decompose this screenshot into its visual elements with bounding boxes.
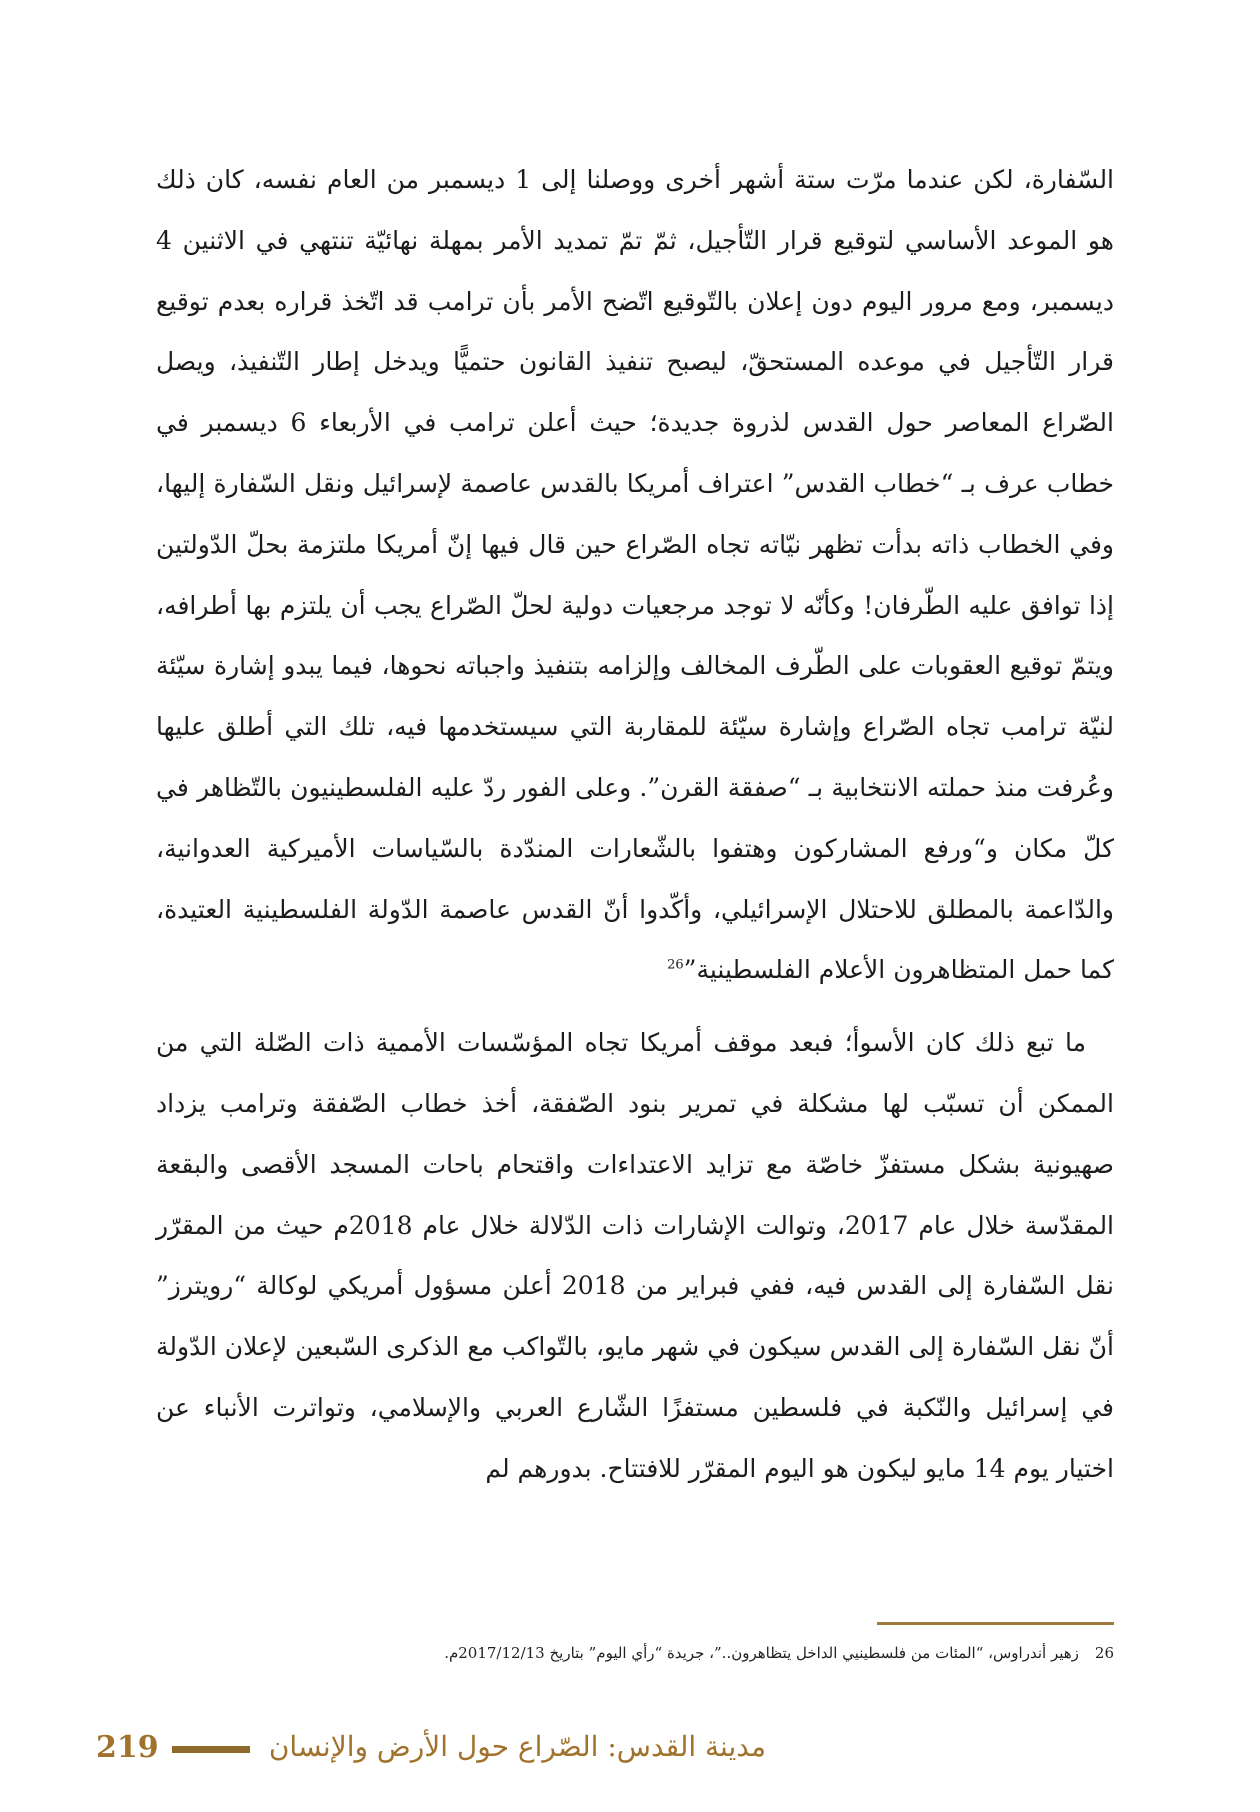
footer-decorative-bar (172, 1746, 250, 1753)
footnote-separator (877, 1622, 1114, 1625)
page-number: 219 (96, 1730, 159, 1765)
paragraph-2-text: ما تبع ذلك كان الأسوأ؛ فبعد موقف أمريكا تجاه المؤسّسات الأممية ذات الصّلة التي من الممكن أن تسبّب لها مشكلة في تمرير بنود الصّفقة، أخذ خطاب الصّفقة وترامب يزداد صهيونية بشكل مستفزّ خاصّة مع تزايد الاعتداءات واقتحام باحات المسجد الأقصى والبقعة المقدّسة خلال عام 2017، وتوالت الإشارات ذات الدّلالة خلال عام 2018م حيث من المقرّر نقل السّفارة إلى القدس فيه، ففي فبراير من 2018 أعلن مسؤول أمريكي لوكالة “رويترز” أنّ نقل السّفارة إلى القدس سيكون في شهر مايو، بالتّواكب مع الذكرى السّبعين لإعلان الدّولة في إسرائيل والنّكبة في فلسطين مستفزًا الشّارع العربي والإسلامي، وتواترت الأنباء عن اختيار يوم 14 مايو ليكون هو اليوم المقرّر للافتتاح. بدورهم لم (156, 1028, 1115, 1483)
paragraph-1 (156, 150, 1114, 1001)
body-text (156, 150, 1114, 1500)
page-footer (96, 1728, 766, 1772)
footnote-text: زهير أندراوس، “المئات من فلسطينيي الداخل يتظاهرون..”، جريدة “رأي اليوم” بتاريخ 2017/12/13م. (444, 1644, 1079, 1662)
paragraph-2 (156, 1013, 1114, 1499)
footnote-reference[interactable]: 26 (667, 958, 684, 974)
running-title: مدينة القدس: الصّراع حول الأرض والإنسان (268, 1730, 766, 1763)
footnote (156, 1640, 1114, 1666)
footnote-number: 26 (1094, 1644, 1114, 1662)
paragraph-1-text: السّفارة، لكن عندما مرّت ستة أشهر أخرى ووصلنا إلى 1 ديسمبر من العام نفسه، كان ذلك هو الموعد الأساسي لتوقيع قرار التّأجيل، ثمّ تمّ تمديد الأمر بمهلة نهائيّة تنتهي في الاثنين 4 ديسمبر، ومع مرور اليوم دون إعلان بالتّوقيع اتّضح الأمر بأن ترامب قد اتّخذ قراره بعدم توقيع قرار التّأجيل في موعده المستحقّ، ليصبح تنفيذ القانون حتميًّا ويدخل إطار التّنفيذ، ويصل الصّراع المعاصر حول القدس لذروة جديدة؛ حيث أعلن ترامب في الأربعاء 6 ديسمبر في خطاب عرف بـ “خطاب القدس” اعتراف أمريكا بالقدس عاصمة لإسرائيل ونقل السّفارة إليها، وفي الخطاب ذاته بدأت تظهر نيّاته تجاه الصّراع حين قال فيها إنّ أمريكا ملتزمة بحلّ الدّولتين إذا توافق عليه الطّرفان! وكأنّه لا توجد مرجعيات دولية لحلّ الصّراع يجب أن يلتزم بها أطرافه، ويتمّ توقيع العقوبات على الطّرف المخالف وإلزامه بتنفيذ واجباته نحوها، فيما يبدو إشارة سيّئة لنيّة ترامب تجاه الصّراع وإشارة سيّئة للمقاربة التي سيستخدمها فيه، تلك التي أطلق عليها وعُرفت منذ حملته الانتخابية بـ “صفقة القرن”. وعلى الفور ردّ عليه الفلسطينيون بالتّظاهر في كلّ مكان و“ورفع المشاركون وهتفوا بالشّعارات المندّدة بالسّياسات الأميركية العدوانية، والدّاعمة بالمطلق للاحتلال الإسرائيلي، وأكّدوا أنّ القدس عاصمة الدّولة الفلسطينية العتيدة، كما حمل المتظاهرون الأعلام الفلسطينية” (156, 165, 1115, 985)
